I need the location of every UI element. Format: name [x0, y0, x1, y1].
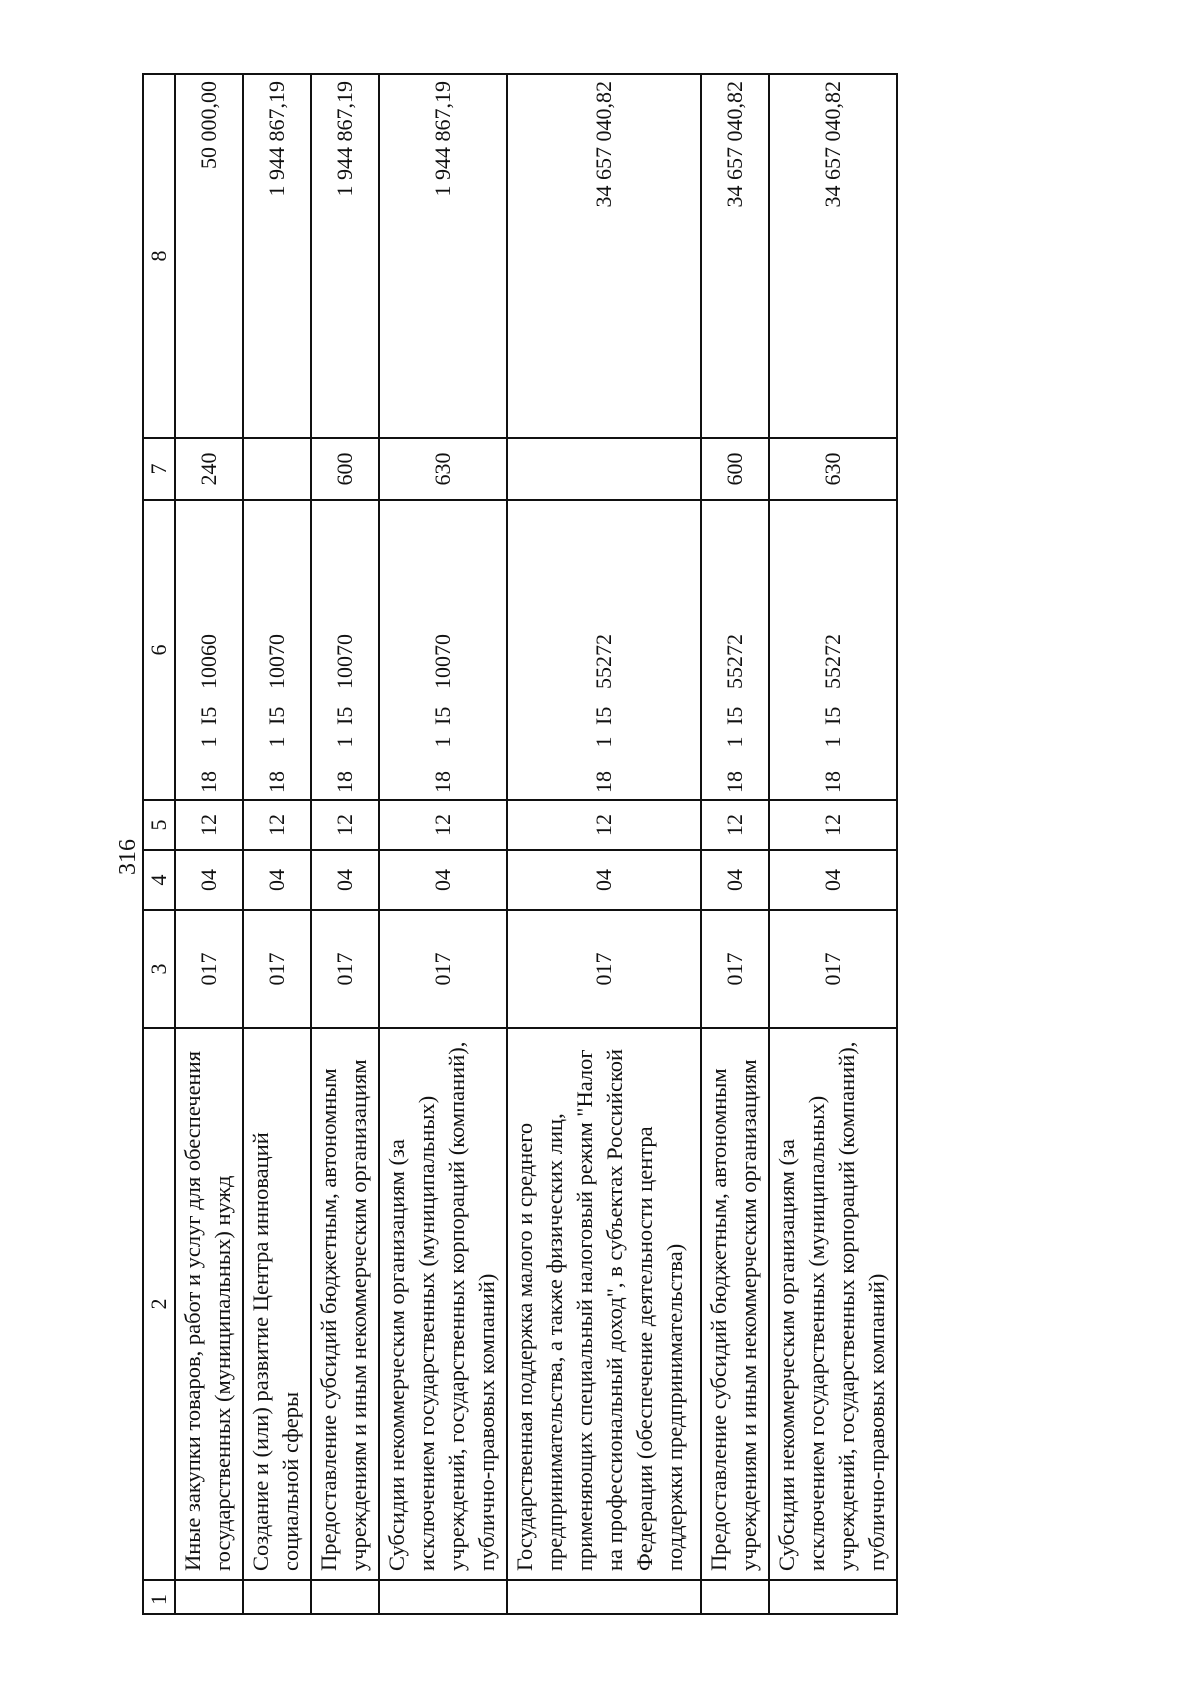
row-number-cell [175, 1580, 243, 1614]
row-code-5: 12 [175, 800, 243, 850]
header-col-1: 1 [143, 1580, 175, 1614]
code-6-part-1: 18 [264, 771, 289, 793]
table-row [175, 74, 243, 1614]
row-code-3: 017 [769, 910, 897, 1028]
budget-table [142, 73, 898, 1615]
row-code-7: 630 [769, 438, 897, 500]
table-row [701, 74, 769, 1614]
code-6-part-3: I5 [264, 706, 289, 725]
code-6-part-1: 18 [332, 771, 357, 793]
row-amount: 34 657 040,82 [701, 74, 769, 438]
code-6-part-4: 10070 [332, 634, 357, 689]
code-6-part-2: 1 [196, 736, 221, 748]
row-code-4: 04 [175, 850, 243, 910]
code-6-part-4: 10070 [430, 634, 455, 689]
row-code-5: 12 [769, 800, 897, 850]
row-code-7 [507, 438, 701, 500]
row-code-4: 04 [243, 850, 311, 910]
row-description: Государственная поддержка малого и среднего предпринимательства, а также физических лиц, применяющих специальный налоговый режим "Налог на профессиональный доход", в субъектах Российской Федерации (обеспечение деятельности центра поддержки предпринимательства) [507, 1028, 701, 1580]
row-code-6 [507, 500, 701, 800]
row-number-cell [243, 1580, 311, 1614]
row-amount: 1 944 867,19 [243, 74, 311, 438]
code-6-part-4: 55272 [820, 634, 845, 689]
rotated-table-wrapper [142, 75, 972, 1615]
code-6-part-1: 18 [430, 771, 455, 793]
header-col-3: 3 [143, 910, 175, 1028]
row-code-4: 04 [769, 850, 897, 910]
code-6-part-1: 18 [820, 771, 845, 793]
header-col-7: 7 [143, 438, 175, 500]
row-code-3: 017 [507, 910, 701, 1028]
code-6-part-4: 10060 [196, 634, 221, 689]
row-code-6 [311, 500, 379, 800]
table-row [311, 74, 379, 1614]
header-col-2: 2 [143, 1028, 175, 1580]
row-number-cell [507, 1580, 701, 1614]
row-description: Иные закупки товаров, работ и услуг для обеспечения государственных (муниципальных) нужд [175, 1028, 243, 1580]
row-description: Предоставление субсидий бюджетным, автономным учреждениям и иным некоммерческим организациям [311, 1028, 379, 1580]
header-col-8: 8 [143, 74, 175, 438]
row-code-6 [769, 500, 897, 800]
code-6-part-4: 55272 [722, 634, 747, 689]
code-6-part-3: I5 [332, 706, 357, 725]
row-code-7: 600 [311, 438, 379, 500]
page-number: 316 [115, 839, 141, 875]
row-description: Субсидии некоммерческим организациям (за исключением государственных (муниципальных) учреждений, государственных корпораций (компаний), публично-правовых компаний) [379, 1028, 507, 1580]
table-row [243, 74, 311, 1614]
code-6-part-2: 1 [591, 736, 616, 748]
row-code-7 [243, 438, 311, 500]
code-6-part-2: 1 [332, 736, 357, 748]
code-6-part-4: 55272 [591, 634, 616, 689]
row-code-5: 12 [701, 800, 769, 850]
row-code-3: 017 [311, 910, 379, 1028]
code-6-part-1: 18 [722, 771, 747, 793]
row-number-cell [379, 1580, 507, 1614]
code-6-part-2: 1 [820, 736, 845, 748]
header-col-4: 4 [143, 850, 175, 910]
row-code-3: 017 [175, 910, 243, 1028]
code-6-part-3: I5 [722, 706, 747, 725]
row-number-cell [701, 1580, 769, 1614]
row-code-6 [701, 500, 769, 800]
row-code-5: 12 [243, 800, 311, 850]
table-row [379, 74, 507, 1614]
row-amount: 1 944 867,19 [379, 74, 507, 438]
row-code-7: 240 [175, 438, 243, 500]
header-col-6: 6 [143, 500, 175, 800]
table-row [769, 74, 897, 1614]
code-6-part-3: I5 [591, 706, 616, 725]
code-6-part-1: 18 [591, 771, 616, 793]
table-row [507, 74, 701, 1614]
code-6-part-3: I5 [196, 706, 221, 725]
code-6-part-3: I5 [820, 706, 845, 725]
row-code-5: 12 [379, 800, 507, 850]
row-code-6 [379, 500, 507, 800]
code-6-part-2: 1 [264, 736, 289, 748]
row-code-4: 04 [701, 850, 769, 910]
row-code-4: 04 [507, 850, 701, 910]
row-code-7: 630 [379, 438, 507, 500]
row-code-5: 12 [507, 800, 701, 850]
code-6-part-4: 10070 [264, 634, 289, 689]
row-code-6 [175, 500, 243, 800]
row-number-cell [769, 1580, 897, 1614]
row-amount: 1 944 867,19 [311, 74, 379, 438]
row-description: Субсидии некоммерческим организациям (за исключением государственных (муниципальных) учреждений, государственных корпораций (компаний), публично-правовых компаний) [769, 1028, 897, 1580]
header-row [143, 74, 175, 1614]
row-amount: 50 000,00 [175, 74, 243, 438]
row-code-7: 600 [701, 438, 769, 500]
code-6-part-3: I5 [430, 706, 455, 725]
row-number-cell [311, 1580, 379, 1614]
row-code-6 [243, 500, 311, 800]
code-6-part-2: 1 [430, 736, 455, 748]
row-amount: 34 657 040,82 [769, 74, 897, 438]
code-6-part-2: 1 [722, 736, 747, 748]
row-code-4: 04 [379, 850, 507, 910]
row-code-3: 017 [243, 910, 311, 1028]
row-description: Создание и (или) развитие Центра инноваций социальной сферы [243, 1028, 311, 1580]
row-code-4: 04 [311, 850, 379, 910]
row-amount: 34 657 040,82 [507, 74, 701, 438]
row-code-3: 017 [379, 910, 507, 1028]
row-code-5: 12 [311, 800, 379, 850]
row-code-3: 017 [701, 910, 769, 1028]
code-6-part-1: 18 [196, 771, 221, 793]
header-col-5: 5 [143, 800, 175, 850]
row-description: Предоставление субсидий бюджетным, автономным учреждениям и иным некоммерческим организациям [701, 1028, 769, 1580]
